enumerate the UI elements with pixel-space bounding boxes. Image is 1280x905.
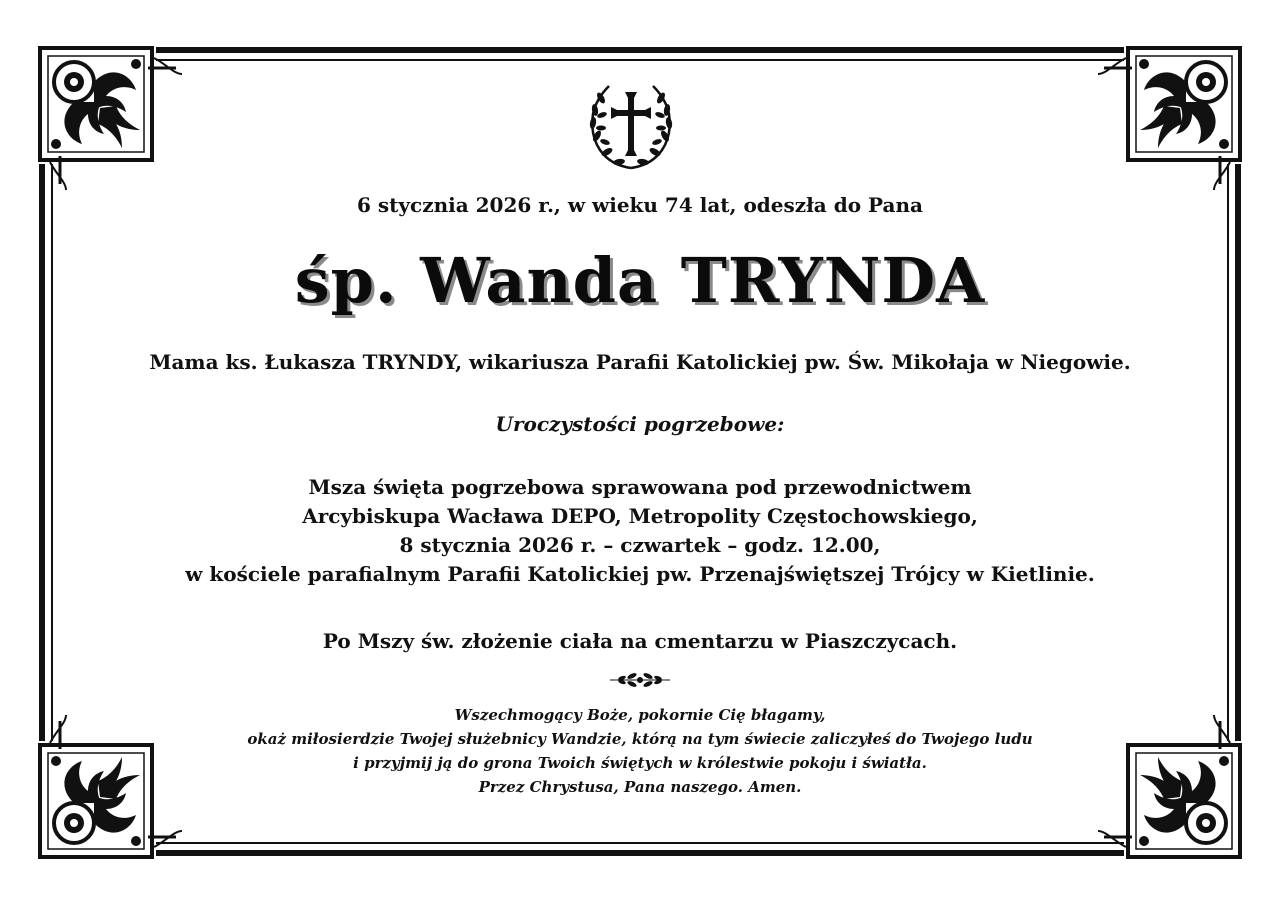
cross-in-laurel-wreath-icon [583,78,679,174]
floral-divider-icon [608,671,672,689]
prayer-line: okaż miłosierdzie Twojej służebnicy Wandzie, którą na tym świecie zaliczyłeś do Twojego ludu [247,730,1033,748]
burial-info: Po Mszy św. złożenie ciała na cmentarzu w Piaszczycach. [322,629,958,653]
mass-line: 8 stycznia 2026 r. – czwartek – godz. 12.00, [399,533,881,557]
prayer [80,703,1200,799]
corner-ornament-top-left-icon [36,44,182,190]
mass-line: w kościele parafialnym Parafii Katolickiej pw. Przenajświętszej Trójcy w Kietlinie. [185,562,1095,586]
mass-line: Arcybiskupa Wacława DEPO, Metropolity Częstochowskiego, [302,504,978,528]
death-announcement: 6 stycznia 2026 r., w wieku 74 lat, odeszła do Pana [357,193,923,217]
corner-ornament-top-right-icon [1098,44,1244,190]
funeral-mass-details [80,473,1200,589]
family-relation: Mama ks. Łukasza TRYNDY, wikariusza Parafii Katolickiej pw. Św. Mikołaja w Niegowie. [149,350,1131,374]
ceremony-heading: Uroczystości pogrzebowe: [495,412,785,436]
mass-line: Msza święta pogrzebowa sprawowana pod przewodnictwem [308,475,972,499]
prayer-line: i przyjmij ją do grona Twoich świętych w królestwie pokoju i światła. [353,754,927,772]
prayer-line: Przez Chrystusa, Pana naszego. Amen. [478,778,802,796]
prayer-line: Wszechmogący Boże, pokornie Cię błagamy, [454,706,826,724]
deceased-name: śp. Wanda TRYNDA [294,244,986,317]
